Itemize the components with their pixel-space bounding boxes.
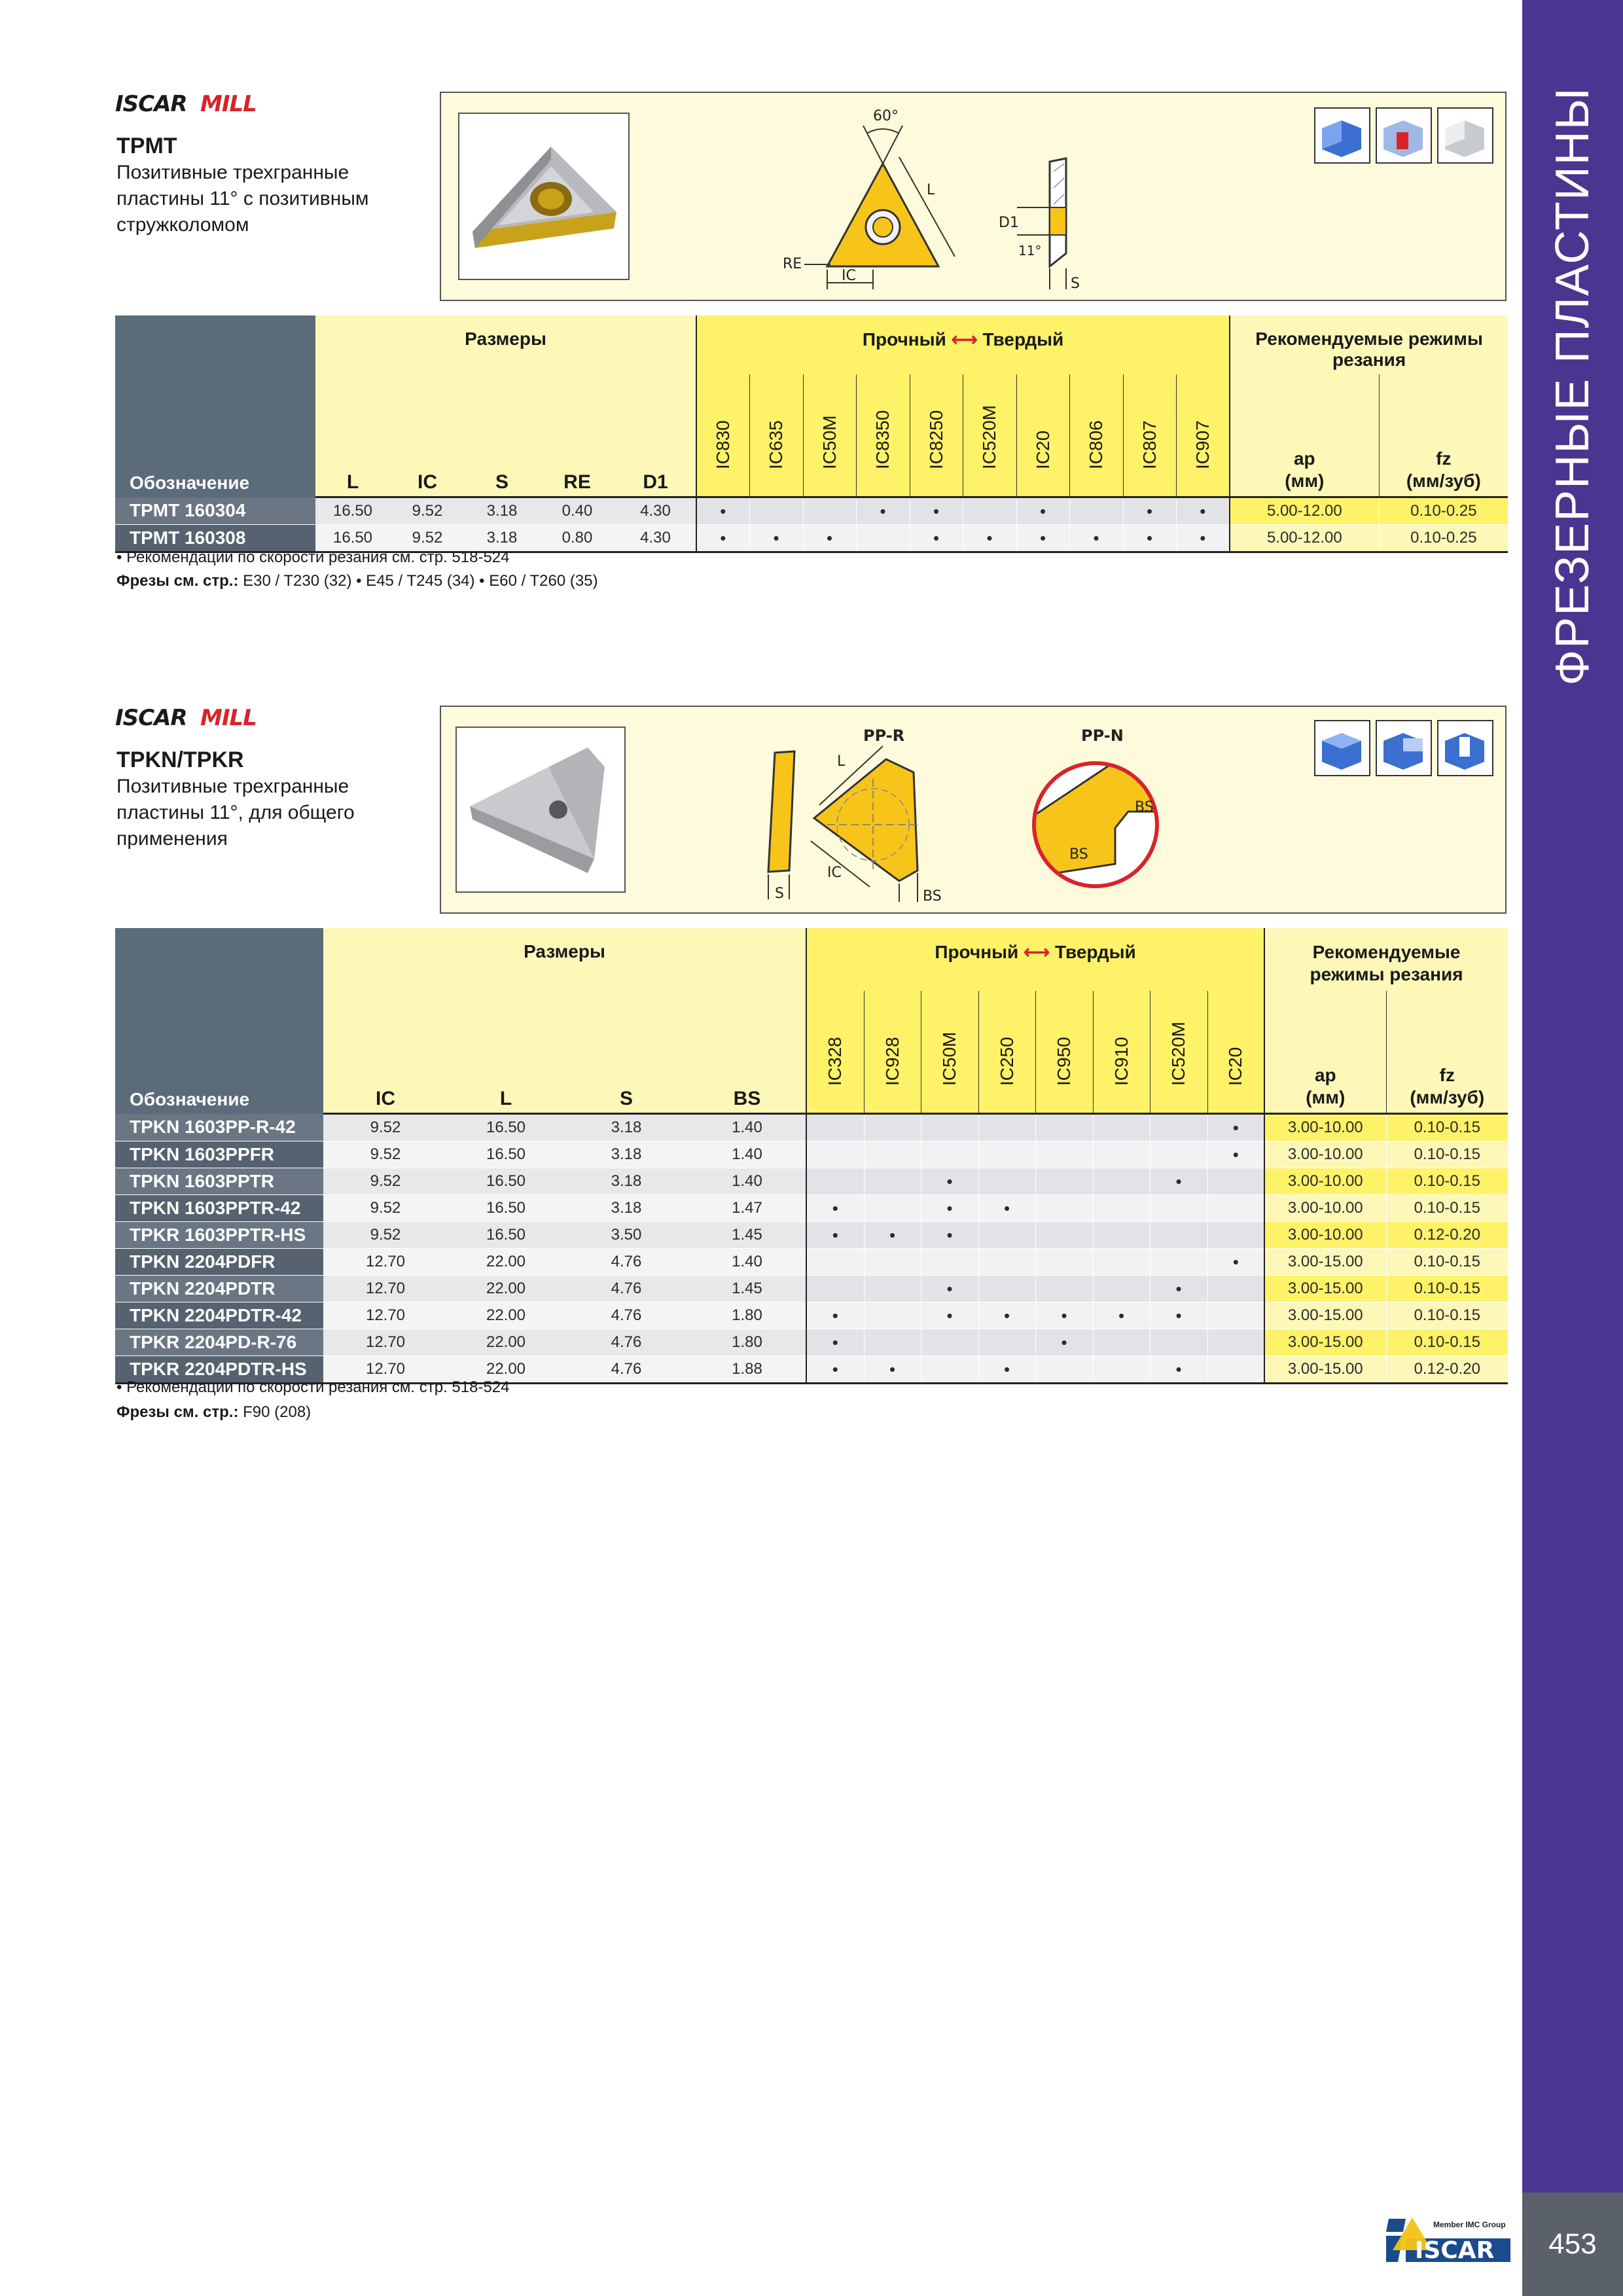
grade-mark-cell: • — [1093, 1302, 1150, 1329]
grade-mark-cell — [921, 1249, 978, 1276]
bs-label: BS — [923, 888, 942, 905]
grade-mark-cell: • — [963, 525, 1016, 552]
ap-cell: 3.00-10.00 — [1264, 1114, 1386, 1141]
grade-col-header: IC50M — [803, 374, 856, 497]
table-row — [115, 1302, 1508, 1329]
grade-mark-cell — [1207, 1356, 1264, 1384]
tpkn-technical-drawing — [742, 707, 1240, 912]
toughness-arrow-icon: ⟷ — [1024, 942, 1055, 962]
grade-mark-cell — [864, 1195, 921, 1222]
dimension-cell: 12.70 — [323, 1276, 448, 1302]
dimension-cell: 1.47 — [688, 1195, 806, 1222]
grade-mark-cell — [1035, 1276, 1093, 1302]
ic-label: IC — [827, 865, 842, 881]
dimension-cell: 1.88 — [688, 1356, 806, 1384]
designation-cell: TPKN 2204PDTR — [115, 1276, 323, 1302]
grade-mark-cell: • — [1150, 1168, 1207, 1195]
dimension-cell: 9.52 — [323, 1222, 448, 1249]
grade-col-header: IC8350 — [856, 374, 910, 497]
dim-col-header: IC — [323, 991, 448, 1114]
tpkn-table-body — [115, 1114, 1508, 1384]
l-label: L — [837, 753, 846, 770]
grade-mark-cell: • — [1123, 525, 1176, 552]
grade-mark-cell: • — [1035, 1302, 1093, 1329]
designation-cell: TPKN 1603PPTR — [115, 1168, 323, 1195]
dimension-cell: 1.45 — [688, 1276, 806, 1302]
hard-label: Твердый — [1054, 942, 1136, 962]
product-title: TPKN/TPKR — [116, 747, 244, 772]
designation-cell: TPKN 2204PDTR-42 — [115, 1302, 323, 1329]
grade-mark-cell: • — [696, 497, 749, 525]
table-row — [115, 1114, 1508, 1141]
grade-mark-cell: • — [806, 1329, 864, 1356]
dimension-cell: 3.18 — [564, 1141, 688, 1168]
designation-cell: TPKN 2204PDFR — [115, 1249, 323, 1276]
dimension-cell: 9.52 — [323, 1141, 448, 1168]
table-row — [115, 1222, 1508, 1249]
grade-mark-cell — [1150, 1114, 1207, 1141]
grade-mark-cell: • — [921, 1168, 978, 1195]
dimension-cell: 4.30 — [615, 497, 696, 525]
grade-mark-cell — [806, 1249, 864, 1276]
grade-mark-cell: • — [1150, 1356, 1207, 1384]
grade-mark-cell — [1093, 1276, 1150, 1302]
l-label: L — [927, 182, 935, 198]
ic-label: IC — [842, 268, 856, 284]
dimension-cell: 0.40 — [539, 497, 615, 525]
dimension-cell: 3.50 — [564, 1222, 688, 1249]
designation-header: Обозначение — [115, 928, 323, 1114]
ap-cell: 3.00-15.00 — [1264, 1249, 1386, 1276]
grade-mark-cell — [1035, 1114, 1093, 1141]
designation-cell: TPKR 2204PD-R-76 — [115, 1329, 323, 1356]
ap-cell: 3.00-15.00 — [1264, 1356, 1386, 1384]
clearance-label: 11° — [1018, 243, 1042, 259]
recommended-header: Рекомендуемые режимы резания — [1264, 928, 1508, 991]
grade-mark-cell — [978, 1276, 1035, 1302]
table-row — [115, 497, 1508, 525]
designation-cell: TPKR 1603PPTR-HS — [115, 1222, 323, 1249]
dimension-cell: 1.80 — [688, 1329, 806, 1356]
tpmt-technical-drawing — [768, 93, 1161, 300]
grade-mark-cell — [1069, 497, 1123, 525]
dimension-cell: 1.80 — [688, 1302, 806, 1329]
grade-mark-cell: • — [1176, 525, 1230, 552]
dimension-cell: 1.40 — [688, 1249, 806, 1276]
grade-mark-cell — [1093, 1168, 1150, 1195]
grades-header — [696, 315, 1230, 374]
fz-cell: 0.12-0.20 — [1386, 1356, 1508, 1384]
grade-mark-cell: • — [1207, 1249, 1264, 1276]
grade-mark-cell — [806, 1114, 864, 1141]
dimension-cell: 16.50 — [448, 1114, 564, 1141]
dimension-cell: 16.50 — [448, 1195, 564, 1222]
speed-note: • Рекомендации по скорости резания см. стр. 518-524 — [116, 1378, 510, 1396]
tpmt-spec-table — [115, 315, 1508, 553]
page-number: 453 — [1522, 2193, 1623, 2296]
grade-col-header: IC910 — [1093, 991, 1150, 1114]
grade-mark-cell: • — [856, 497, 910, 525]
grade-mark-cell — [1035, 1249, 1093, 1276]
dimension-cell: 1.40 — [688, 1114, 806, 1141]
dimension-cell: 22.00 — [448, 1356, 564, 1384]
grade-mark-cell — [1035, 1141, 1093, 1168]
dim-col-header: RE — [539, 374, 615, 497]
s-label: S — [1071, 276, 1080, 292]
grade-mark-cell — [1150, 1222, 1207, 1249]
bs-label: BS — [1135, 799, 1154, 816]
grade-mark-cell — [806, 1141, 864, 1168]
bs-label: BS — [1069, 846, 1088, 863]
iscarmill-logo — [115, 90, 284, 117]
grade-mark-cell — [1150, 1195, 1207, 1222]
hard-label: Твердый — [982, 329, 1064, 350]
slotting-icon — [1437, 720, 1493, 776]
designation-cell: TPMT 160304 — [115, 497, 315, 525]
dimension-cell: 4.76 — [564, 1302, 688, 1329]
grade-mark-cell — [1035, 1195, 1093, 1222]
tough-label: Прочный — [935, 942, 1019, 962]
dim-col-header: L — [448, 991, 564, 1114]
designation-cell: TPKR 2204PDTR-HS — [115, 1356, 323, 1384]
dimension-cell: 16.50 — [315, 497, 390, 525]
grade-col-header: IC806 — [1069, 374, 1123, 497]
d1-label: D1 — [999, 215, 1019, 231]
grade-col-header: IC928 — [864, 991, 921, 1114]
fz-cell: 0.10-0.15 — [1386, 1276, 1508, 1302]
grade-mark-cell: • — [921, 1222, 978, 1249]
grade-mark-cell — [864, 1168, 921, 1195]
grade-mark-cell: • — [1123, 497, 1176, 525]
grade-col-header: IC807 — [1123, 374, 1176, 497]
grade-mark-cell: • — [749, 525, 803, 552]
grade-mark-cell: • — [978, 1195, 1035, 1222]
dimension-cell: 3.18 — [564, 1195, 688, 1222]
dim-col-header: BS — [688, 991, 806, 1114]
grade-mark-cell — [1093, 1249, 1150, 1276]
dimension-cell: 1.45 — [688, 1222, 806, 1249]
dimension-cell: 12.70 — [323, 1356, 448, 1384]
ap-cell: 3.00-15.00 — [1264, 1302, 1386, 1329]
dimension-cell: 12.70 — [323, 1329, 448, 1356]
table-row — [115, 1168, 1508, 1195]
dimension-cell: 1.40 — [688, 1168, 806, 1195]
dimension-cell: 16.50 — [315, 525, 390, 552]
dimensions-header: Размеры — [323, 928, 806, 991]
drawing-panel — [440, 92, 1507, 301]
designation-header: Обозначение — [115, 315, 315, 497]
fz-cell: 0.12-0.20 — [1386, 1222, 1508, 1249]
grade-mark-cell — [1207, 1222, 1264, 1249]
ap-header: ap (мм) — [1264, 991, 1386, 1114]
fz-cell: 0.10-0.25 — [1379, 497, 1508, 525]
dimension-cell: 9.52 — [390, 497, 465, 525]
dimension-cell: 12.70 — [323, 1302, 448, 1329]
product-title: TPMT — [116, 134, 177, 158]
ap-cell: 3.00-15.00 — [1264, 1329, 1386, 1356]
cutters-note: Фрезы см. стр.: F90 (208) — [116, 1403, 312, 1421]
grade-mark-cell — [864, 1249, 921, 1276]
cutters-note: Фрезы см. стр.: E30 / T230 (32) • E45 / T245 (34) • E60 / T260 (35) — [116, 572, 598, 590]
grade-mark-cell — [1207, 1195, 1264, 1222]
fz-cell: 0.10-0.15 — [1386, 1168, 1508, 1195]
grade-mark-cell — [864, 1302, 921, 1329]
ap-cell: 3.00-10.00 — [1264, 1168, 1386, 1195]
fz-cell: 0.10-0.15 — [1386, 1302, 1508, 1329]
grade-mark-cell — [864, 1329, 921, 1356]
fz-header: fz (мм/зуб) — [1386, 991, 1508, 1114]
speed-note: • Рекомендации по скорости резания см. стр. 518-524 — [116, 548, 510, 566]
table-row — [115, 1329, 1508, 1356]
grade-mark-cell — [1207, 1329, 1264, 1356]
grade-mark-cell: • — [806, 1222, 864, 1249]
ap-cell: 3.00-10.00 — [1264, 1195, 1386, 1222]
recommended-header: Рекомендуемые режимы резания — [1230, 315, 1508, 374]
grade-mark-cell — [978, 1141, 1035, 1168]
designation-cell: TPMT 160308 — [115, 525, 315, 552]
fz-cell: 0.10-0.15 — [1386, 1195, 1508, 1222]
grade-mark-cell — [1207, 1168, 1264, 1195]
ap-cell: 3.00-10.00 — [1264, 1222, 1386, 1249]
grade-mark-cell: • — [1150, 1276, 1207, 1302]
product-description: Позитивные трехгранные пластины 11° с позитивным стружколомом — [116, 162, 369, 236]
grade-mark-cell — [1093, 1195, 1150, 1222]
grade-mark-cell — [978, 1329, 1035, 1356]
grade-mark-cell: • — [806, 1356, 864, 1384]
grade-mark-cell: • — [921, 1195, 978, 1222]
angle-label: 60° — [873, 108, 899, 124]
table-row — [115, 1195, 1508, 1222]
dim-col-header: L — [315, 374, 390, 497]
svg-text:ISCAR: ISCAR — [115, 705, 187, 730]
fz-cell: 0.10-0.15 — [1386, 1141, 1508, 1168]
grade-mark-cell — [1150, 1329, 1207, 1356]
dimensions-header: Размеры — [315, 315, 696, 374]
fz-header: fz (мм/зуб) — [1379, 374, 1508, 497]
grade-mark-cell: • — [864, 1222, 921, 1249]
dimension-cell: 3.18 — [465, 497, 539, 525]
toughness-arrow-icon: ⟷ — [951, 329, 983, 350]
pp-r-label: PP-R — [863, 726, 905, 745]
pp-n-label: PP-N — [1081, 726, 1124, 745]
grade-mark-cell — [921, 1114, 978, 1141]
grade-mark-cell — [864, 1114, 921, 1141]
dimension-cell: 4.76 — [564, 1356, 688, 1384]
grade-mark-cell — [978, 1114, 1035, 1141]
dimension-cell: 3.18 — [564, 1168, 688, 1195]
table-row — [115, 1276, 1508, 1302]
dimension-cell: 4.30 — [615, 525, 696, 552]
grade-mark-cell: • — [1016, 497, 1069, 525]
svg-text:ISCAR: ISCAR — [1415, 2237, 1495, 2264]
grade-mark-cell — [1150, 1141, 1207, 1168]
grade-mark-cell: • — [1207, 1141, 1264, 1168]
dimension-cell: 9.52 — [323, 1168, 448, 1195]
dimension-cell: 9.52 — [390, 525, 465, 552]
grade-col-header: IC20 — [1016, 374, 1069, 497]
grade-mark-cell: • — [978, 1302, 1035, 1329]
side-tab-title: ФРЕЗЕРНЫЕ ПЛАСТИНЫ — [1546, 86, 1599, 686]
tough-label: Прочный — [862, 329, 946, 350]
insert-photo — [458, 113, 630, 280]
dim-col-header: S — [564, 991, 688, 1114]
grade-mark-cell — [1035, 1168, 1093, 1195]
dimension-cell: 4.76 — [564, 1249, 688, 1276]
fz-cell: 0.10-0.15 — [1386, 1329, 1508, 1356]
svg-text:MILL: MILL — [200, 705, 257, 730]
dimension-cell: 22.00 — [448, 1276, 564, 1302]
grade-col-header: IC520M — [1150, 991, 1207, 1114]
grade-mark-cell — [921, 1356, 978, 1384]
ap-cell: 5.00-12.00 — [1230, 497, 1379, 525]
fz-cell: 0.10-0.15 — [1386, 1249, 1508, 1276]
grade-mark-cell: • — [803, 525, 856, 552]
dimension-cell: 3.18 — [465, 525, 539, 552]
grade-mark-cell — [864, 1141, 921, 1168]
dimension-cell: 0.80 — [539, 525, 615, 552]
dimension-cell: 16.50 — [448, 1222, 564, 1249]
grade-mark-cell — [806, 1276, 864, 1302]
grade-mark-cell — [1035, 1222, 1093, 1249]
grade-mark-cell — [749, 497, 803, 525]
dimension-cell: 3.18 — [564, 1114, 688, 1141]
grade-mark-cell: • — [806, 1195, 864, 1222]
grade-mark-cell — [1093, 1114, 1150, 1141]
fz-cell: 0.10-0.25 — [1379, 525, 1508, 552]
application-icons — [1314, 720, 1493, 776]
grade-mark-cell — [856, 525, 910, 552]
designation-cell: TPKN 1603PPFR — [115, 1141, 323, 1168]
grade-mark-cell: • — [1016, 525, 1069, 552]
grade-mark-cell — [978, 1249, 1035, 1276]
slotting-icon — [1376, 107, 1432, 164]
product-description: Позитивные трехгранные пластины 11°, для общего применения — [116, 776, 355, 850]
grade-mark-cell — [1035, 1356, 1093, 1384]
grade-col-header: IC950 — [1035, 991, 1093, 1114]
grade-col-header: IC20 — [1207, 991, 1264, 1114]
ap-cell: 3.00-15.00 — [1264, 1276, 1386, 1302]
ap-cell: 5.00-12.00 — [1230, 525, 1379, 552]
face-milling-icon — [1314, 720, 1370, 776]
grade-col-header: IC50M — [921, 991, 978, 1114]
grade-mark-cell: • — [910, 497, 963, 525]
grade-mark-cell: • — [1176, 497, 1230, 525]
grade-col-header: IC520M — [963, 374, 1016, 497]
table-row — [115, 1141, 1508, 1168]
grade-mark-cell: • — [864, 1356, 921, 1384]
re-label: RE — [783, 256, 802, 272]
dimension-cell: 4.76 — [564, 1329, 688, 1356]
fz-cell: 0.10-0.15 — [1386, 1114, 1508, 1141]
face-milling-icon — [1437, 107, 1493, 164]
dimension-cell: 16.50 — [448, 1168, 564, 1195]
dimension-cell: 16.50 — [448, 1141, 564, 1168]
application-icons — [1314, 107, 1493, 164]
shoulder-milling-icon — [1376, 720, 1432, 776]
grade-mark-cell — [1150, 1249, 1207, 1276]
grade-mark-cell: • — [1035, 1329, 1093, 1356]
drawing-panel — [440, 706, 1507, 914]
grade-col-header: IC8250 — [910, 374, 963, 497]
tpkn-spec-table — [115, 928, 1508, 1384]
grade-mark-cell: • — [1207, 1114, 1264, 1141]
tpmt-table-body — [115, 497, 1508, 552]
grade-col-header: IC635 — [749, 374, 803, 497]
dim-col-header: S — [465, 374, 539, 497]
grade-mark-cell — [1093, 1141, 1150, 1168]
grade-mark-cell: • — [806, 1302, 864, 1329]
s-label: S — [775, 886, 784, 902]
ap-header: ap (мм) — [1230, 374, 1379, 497]
dimension-cell: 22.00 — [448, 1249, 564, 1276]
insert-photo — [455, 726, 626, 893]
grade-mark-cell: • — [1150, 1302, 1207, 1329]
dimension-cell: 1.40 — [688, 1141, 806, 1168]
grade-mark-cell — [963, 497, 1016, 525]
grade-col-header: IC830 — [696, 374, 749, 497]
grade-mark-cell — [864, 1276, 921, 1302]
ap-cell: 3.00-10.00 — [1264, 1141, 1386, 1168]
grade-col-header: IC250 — [978, 991, 1035, 1114]
dim-col-header: D1 — [615, 374, 696, 497]
grade-mark-cell — [1207, 1276, 1264, 1302]
grade-mark-cell — [978, 1222, 1035, 1249]
designation-cell: TPKN 1603PP-R-42 — [115, 1114, 323, 1141]
grade-mark-cell — [1207, 1302, 1264, 1329]
grade-mark-cell — [1093, 1329, 1150, 1356]
dimension-cell: 22.00 — [448, 1329, 564, 1356]
dim-col-header: IC — [390, 374, 465, 497]
shoulder-milling-icon — [1314, 107, 1370, 164]
grade-col-header: IC328 — [806, 991, 864, 1114]
dimension-cell: 9.52 — [323, 1114, 448, 1141]
table-row — [115, 1249, 1508, 1276]
grade-mark-cell — [806, 1168, 864, 1195]
grade-mark-cell — [978, 1168, 1035, 1195]
grade-mark-cell: • — [696, 525, 749, 552]
grade-mark-cell — [1093, 1222, 1150, 1249]
grade-mark-cell — [803, 497, 856, 525]
grade-mark-cell: • — [921, 1302, 978, 1329]
grades-header — [806, 928, 1264, 991]
dimension-cell: 22.00 — [448, 1302, 564, 1329]
svg-text:ISCAR: ISCAR — [115, 91, 187, 117]
grade-mark-cell: • — [921, 1276, 978, 1302]
dimension-cell: 9.52 — [323, 1195, 448, 1222]
designation-cell: TPKN 1603PPTR-42 — [115, 1195, 323, 1222]
grade-mark-cell — [1093, 1356, 1150, 1384]
grade-mark-cell: • — [978, 1356, 1035, 1384]
grade-mark-cell: • — [910, 525, 963, 552]
grade-mark-cell — [921, 1329, 978, 1356]
grade-col-header: IC907 — [1176, 374, 1230, 497]
dimension-cell: 4.76 — [564, 1276, 688, 1302]
member-text: Member IMC Group — [1433, 2220, 1506, 2229]
svg-text:MILL: MILL — [200, 91, 257, 117]
grade-mark-cell: • — [1069, 525, 1123, 552]
grade-mark-cell — [921, 1141, 978, 1168]
iscarmill-logo — [115, 704, 284, 730]
dimension-cell: 12.70 — [323, 1249, 448, 1276]
